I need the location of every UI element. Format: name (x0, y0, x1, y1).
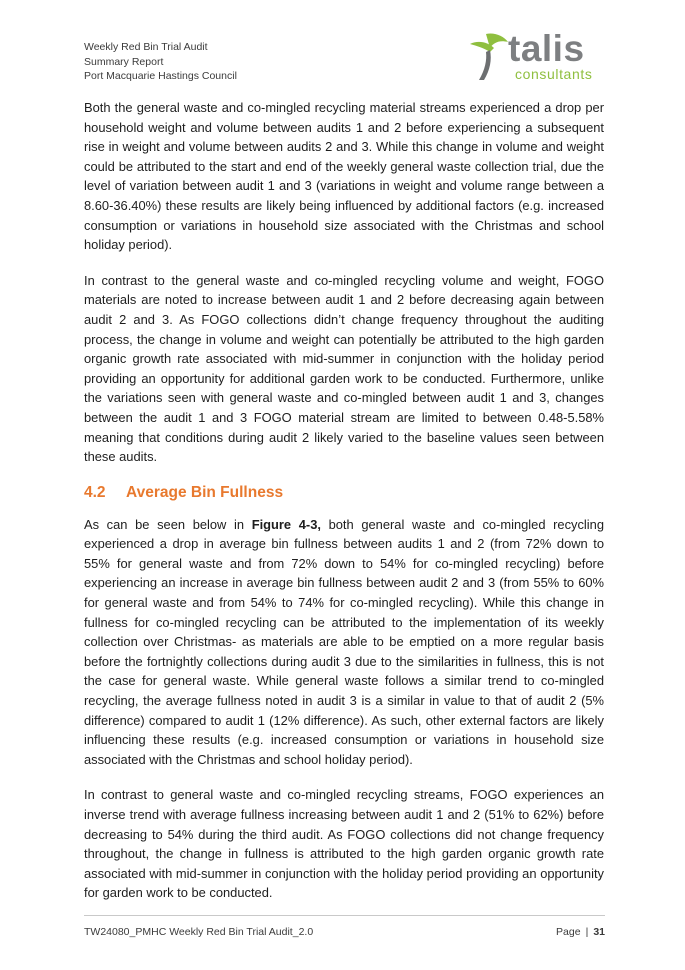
paragraph: Both the general waste and co-mingled recycling material streams experienced a drop per household weight and volume between audits 1 and 2 before experiencing a subsequent rise in weight and volume between audits 2 and 3. While this change in volume and weight could be attributed to the start and end of the weekly general waste collection trial, due the level of variation between audit 1 and 3 (variations in weight and volume range between a 8.60-36.40%) these results are likely being influenced by additional factors (e.g. increased consumption or variations in household size associated with the Christmas and school holiday period). (84, 100, 604, 253)
page-separator: | (585, 926, 589, 938)
paragraph-text: both general waste and co-mingled recycling experienced a drop in average bin fullness between audits 1 and 2 (from 72% down to 55% for general waste and from 72% down to 54% for co-mingled recycling) before experiencing an increase in average bin fullness between audit 2 and 3 (from 55% to 60% for general waste and from 54% to 74% for co-mingled recycling). While this change in fullness for co-mingled recycling can be attributed to the implementation of its weekly collection over Christmas- as materials are able to be emptied on a more regular basis before the fortnightly collections during audit 3 due to the similarities in fullness, this is not the case for general waste. While general waste follows a similar trend to co-mingled recycling, the average fullness noted in audit 3 is a similar in value to that of audit 2 (5% difference) compared to audit 1 (12% difference). As such, other external factors are likely influencing these results (e.g. increased consumption or variations in household size associated with the Christmas and school holiday period). (84, 516, 604, 767)
page-body (84, 98, 604, 919)
paragraph: In contrast to general waste and co-mingled recycling streams, FOGO experiences an inverse trend with average fullness increasing between audit 1 and 2 (51% to 62%) before decreasing to 54% during the third audit. As FOGO collections did not change frequency throughout, the change in fullness is attributed to the high garden organic growth rate associated with mid-summer in conjunction with the holiday period providing an opportunity for garden work to be conducted. (84, 787, 604, 901)
header-title: Weekly Red Bin Trial Audit (84, 41, 208, 53)
logo-wordmark: talis (508, 28, 585, 69)
document-header (84, 40, 237, 84)
paragraph: In contrast to the general waste and co-mingled recycling volume and weight, FOGO materials are noted to increase between audit 1 and 2 before decreasing again between audit 2 and 3. As FOGO collections didn’t change frequency throughout the auditing process, the change in volume and weight can potentially be attributed to the high garden organic growth rate associated with mid-summer in conjunction with the holiday period providing an opportunity for additional garden work to be conducted. Furthermore, unlike the variations seen with general waste and co-mingled between audit 1 and 3, changes between the audit 1 and 3 FOGO material stream are limited to between 0.48-5.58% meaning that conditions during audit 2 likely varied to the baseline values seen between these audits. (84, 272, 604, 465)
footer-document-ref: TW24080_PMHC Weekly Red Bin Trial Audit_2.0 (84, 926, 314, 938)
header-client: Port Macquarie Hastings Council (84, 70, 237, 82)
page-label: Page (556, 926, 581, 938)
section-number: 4.2 (84, 483, 106, 501)
header-subtitle: Summary Report (84, 55, 164, 68)
paragraph (84, 515, 604, 770)
talis-leaf-icon (468, 28, 512, 82)
section-title: Average Bin Fullness (126, 483, 284, 501)
logo-subtext: consultants (515, 66, 593, 82)
paragraph-text: As can be seen below in (84, 516, 252, 532)
figure-reference: Figure 4-3, (251, 516, 321, 532)
section-heading (84, 483, 604, 503)
footer-page-indicator (556, 926, 605, 938)
footer-divider (84, 915, 605, 916)
page-number: 31 (593, 926, 605, 938)
talis-logo (468, 28, 608, 84)
